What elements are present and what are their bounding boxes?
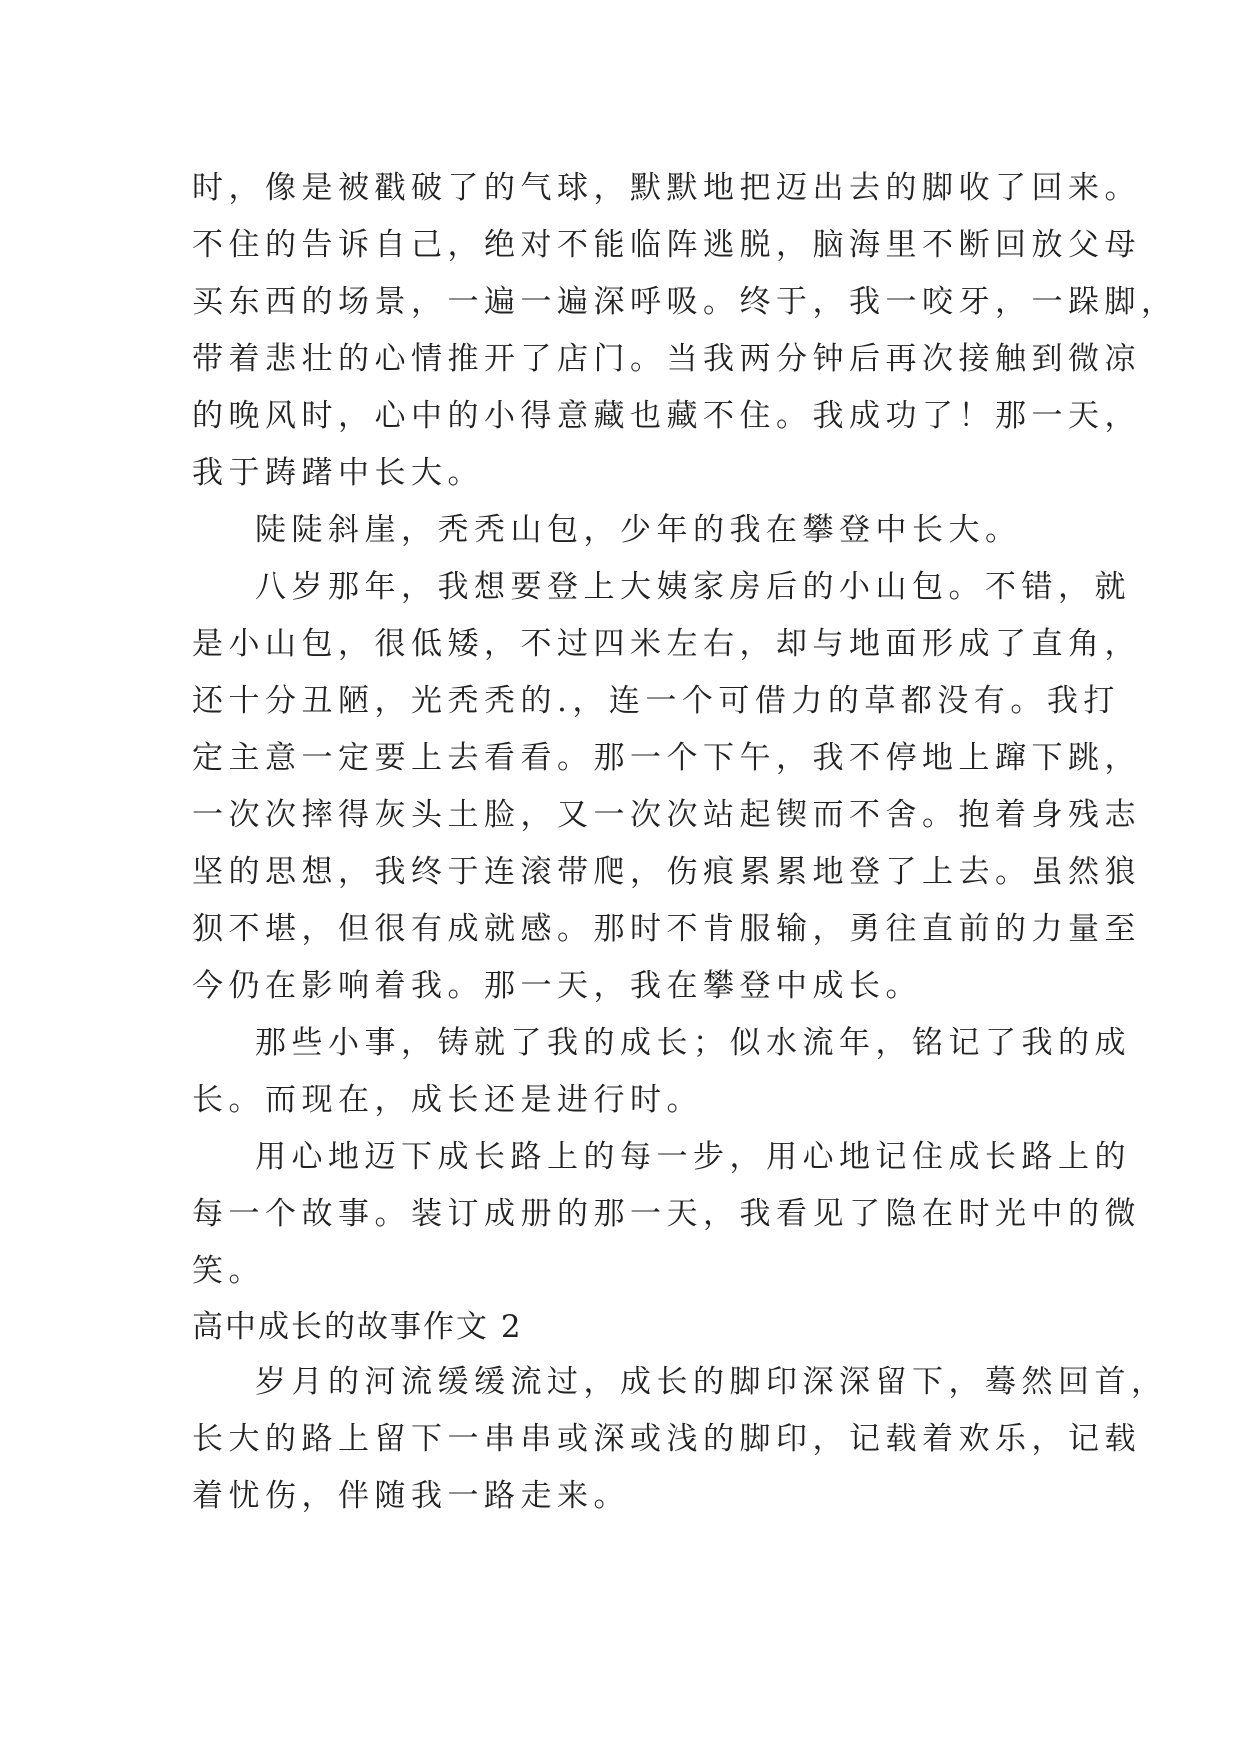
text-line: 的晚风时，心中的小得意藏也藏不住。我成功了！那一天，	[192, 398, 1141, 434]
text-line: 着忧伤，伴随我一路走来。	[192, 1478, 630, 1514]
paragraph-start: 那些小事，铸就了我的成长；似水流年，铭记了我的成	[255, 1025, 1131, 1061]
text-line: 不住的告诉自己，绝对不能临阵逃脱，脑海里不断回放父母	[192, 227, 1141, 263]
paragraph-start: 用心地迈下成长路上的每一步，用心地记住成长路上的	[255, 1139, 1131, 1175]
text-line: 每一个故事。装订成册的那一天，我看见了隐在时光中的微	[192, 1196, 1141, 1232]
text-line: 我于踌躇中长大。	[192, 455, 484, 491]
document-body	[192, 160, 1178, 1525]
text-line: 买东西的场景，一遍一遍深呼吸。终于，我一咬牙，一跺脚，	[192, 284, 1178, 320]
text-line: 长大的路上留下一串串或深或浅的脚印，记载着欢乐，记载	[192, 1421, 1141, 1457]
text-line: 狈不堪，但很有成就感。那时不肯服输，勇往直前的力量至	[192, 911, 1141, 947]
text-line: 是小山包，很低矮，不过四米左右，却与地面形成了直角，	[192, 626, 1141, 662]
text-line: 今仍在影响着我。那一天，我在攀登中成长。	[192, 968, 922, 1004]
paragraph-start: 陡陡斜崖，秃秃山包，少年的我在攀登中长大。	[255, 512, 1022, 548]
text-line: 坚的思想，我终于连滚带爬，伤痕累累地登了上去。虽然狼	[192, 854, 1141, 890]
text-line: 长。而现在，成长还是进行时。	[192, 1082, 703, 1118]
text-line: 时，像是被戳破了的气球，默默地把迈出去的脚收了回来。	[192, 170, 1141, 206]
text-line: 一次次摔得灰头土脸，又一次次站起锲而不舍。抱着身残志	[192, 797, 1141, 833]
section-heading: 高中成长的故事作文 2	[192, 1309, 523, 1345]
text-line: 带着悲壮的心情推开了店门。当我两分钟后再次接触到微凉	[192, 341, 1141, 377]
text-line: 还十分丑陋，光秃秃的.，连一个可借力的草都没有。我打	[192, 683, 1120, 719]
paragraph-start: 八岁那年，我想要登上大姨家房后的小山包。不错，就	[255, 569, 1131, 605]
text-line: 笑。	[192, 1253, 265, 1289]
paragraph-start: 岁月的河流缓缓流过，成长的脚印深深留下，蓦然回首，	[255, 1364, 1168, 1400]
text-line: 定主意一定要上去看看。那一个下午，我不停地上蹿下跳，	[192, 740, 1141, 776]
